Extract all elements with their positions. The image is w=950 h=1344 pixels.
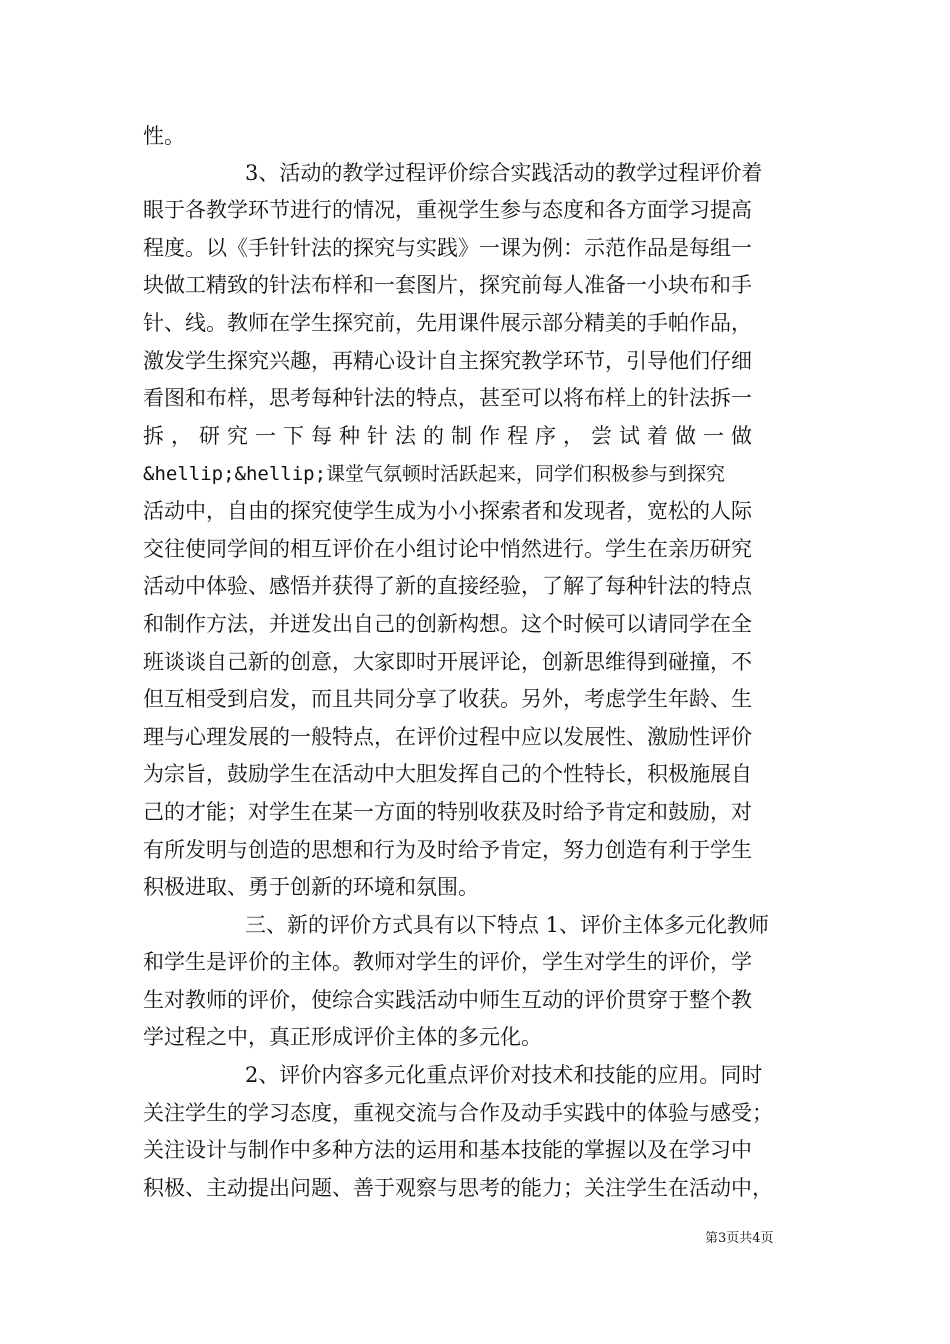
text-line: 己的才能；对学生在某一方面的特别收获及时给予肯定和鼓励，对 bbox=[143, 800, 752, 824]
text-line: 交往使同学间的相互评价在小组讨论中悄然进行。学生在亲历研究 bbox=[143, 537, 752, 561]
text-line: 块做工精致的针法布样和一套图片，探究前每人准备一小块布和手 bbox=[143, 273, 752, 297]
page-number: 第3页共4页 bbox=[705, 1231, 774, 1246]
text-line: 和制作方法，并迸发出自己的创新构想。这个时候可以请同学在全 bbox=[143, 612, 752, 636]
text-line: 有所发明与创造的思想和行为及时给予肯定，努力创造有利于学生 bbox=[143, 838, 752, 862]
text-line: 生对教师的评价，使综合实践活动中师生互动的评价贯穿于整个教 bbox=[143, 988, 752, 1012]
text-line: 眼于各教学环节进行的情况，重视学生参与态度和各方面学习提高 bbox=[143, 198, 752, 222]
text-line: 拆，研究一下每种针法的制作程序，尝试着做一做 bbox=[143, 424, 759, 448]
text-line: 学过程之中，真正形成评价主体的多元化。 bbox=[143, 1025, 542, 1049]
text-line: 为宗旨，鼓励学生在活动中大胆发挥自己的个性特长，积极施展自 bbox=[143, 762, 752, 786]
text-line: 三、新的评价方式具有以下特点 1、评价主体多元化教师 bbox=[245, 913, 770, 937]
text-line: 看图和布样，思考每种针法的特点，甚至可以将布样上的针法拆一 bbox=[143, 386, 752, 410]
text-line: 活动中，自由的探究使学生成为小小探索者和发现者，宽松的人际 bbox=[143, 499, 752, 523]
text-line: 3、活动的教学过程评价综合实践活动的教学过程评价着 bbox=[245, 161, 763, 185]
text-line: 理与心理发展的一般特点，在评价过程中应以发展性、激励性评价 bbox=[143, 725, 752, 749]
text-line: 关注学生的学习态度，重视交流与合作及动手实践中的体验与感受； bbox=[143, 1101, 773, 1125]
text-line: 关注设计与制作中多种方法的运用和基本技能的掌握以及在学习中 bbox=[143, 1138, 752, 1162]
text-line: 性。 bbox=[143, 124, 185, 148]
text-line: 2、评价内容多元化重点评价对技术和技能的应用。同时 bbox=[245, 1063, 763, 1087]
text-line: 但互相受到启发，而且共同分享了收获。另外，考虑学生年龄、生 bbox=[143, 687, 752, 711]
text-line: 程度。以《手针针法的探究与实践》一课为例：示范作品是每组一 bbox=[143, 236, 752, 260]
text-line: 班谈谈自己新的创意，大家即时开展评论，创新思维得到碰撞，不 bbox=[143, 650, 752, 674]
text-line: 积极进取、勇于创新的环境和氛围。 bbox=[143, 875, 479, 899]
text-line: 和学生是评价的主体。教师对学生的评价，学生对学生的评价，学 bbox=[143, 950, 752, 974]
text-line: 针、线。教师在学生探究前，先用课件展示部分精美的手帕作品， bbox=[143, 311, 752, 335]
text-line: 积极、主动提出问题、善于观察与思考的能力；关注学生在活动中， bbox=[143, 1176, 773, 1200]
text-line: 激发学生探究兴趣，再精心设计自主探究教学环节，引导他们仔细 bbox=[143, 349, 752, 373]
text-line: &hellip;&hellip;课堂气氛顿时活跃起来，同学们积极参与到探究 bbox=[143, 463, 726, 485]
text-line: 活动中体验、感悟并获得了新的直接经验，了解了每种针法的特点 bbox=[143, 574, 752, 598]
